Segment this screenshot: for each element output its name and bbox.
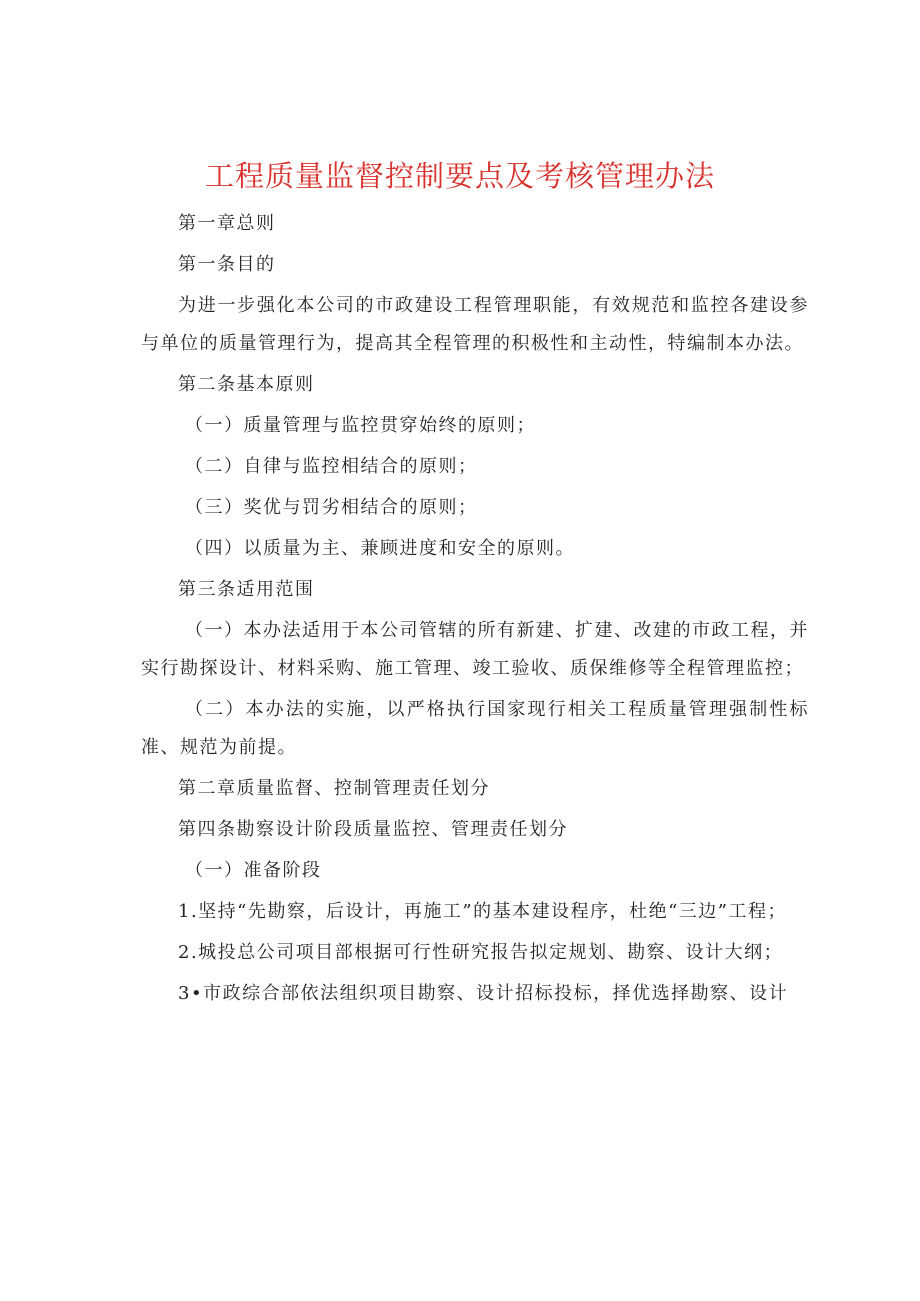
clause-item: （三）奖优与罚劣相结合的原则； — [185, 497, 478, 518]
document-title: 工程质量监督控制要点及考核管理办法 — [204, 159, 715, 193]
clause-item: （一）准备阶段 — [185, 860, 322, 881]
numbered-item: 3•市政综合部依法组织项目勘察、设计招标投标，择优选择勘察、设计 — [178, 983, 789, 1004]
chapter-heading: 第二章质量监督、控制管理责任划分 — [178, 778, 490, 799]
numbered-item: 1.坚持“先勘察，后设计，再施工”的基本建设程序，杜绝“三边”工程； — [178, 901, 787, 922]
article-heading: 第三条适用范围 — [178, 579, 315, 600]
article-heading: 第一条目的 — [178, 254, 276, 275]
chapter-heading: 第一章总则 — [178, 213, 276, 234]
clause-item: （二）本办法的实施，以严格执行国家现行相关工程质量管理强制性标准、规范为前提。 — [141, 699, 809, 758]
body-paragraph: 为进一步强化本公司的市政建设工程管理职能，有效规范和监控各建设参与单位的质量管理行为，提高其全程管理的积极性和主动性，特编制本办法。 — [141, 295, 809, 354]
clause-item: （一）质量管理与监控贯穿始终的原则； — [185, 415, 536, 436]
article-heading: 第四条勘察设计阶段质量监控、管理责任划分 — [178, 819, 568, 840]
clause-item: （一）本办法适用于本公司管辖的所有新建、扩建、改建的市政工程，并实行勘探设计、材料采购、施工管理、竣工验收、质保维修等全程管理监控； — [141, 620, 809, 679]
article-heading: 第二条基本原则 — [178, 374, 315, 395]
clause-item: （二）自律与监控相结合的原则； — [185, 456, 478, 477]
document-body — [141, 205, 809, 1016]
numbered-item: 2.城投总公司项目部根据可行性研究报告拟定规划、勘察、设计大纲； — [178, 942, 784, 963]
clause-item: （四）以质量为主、兼顾进度和安全的原则。 — [185, 538, 575, 559]
